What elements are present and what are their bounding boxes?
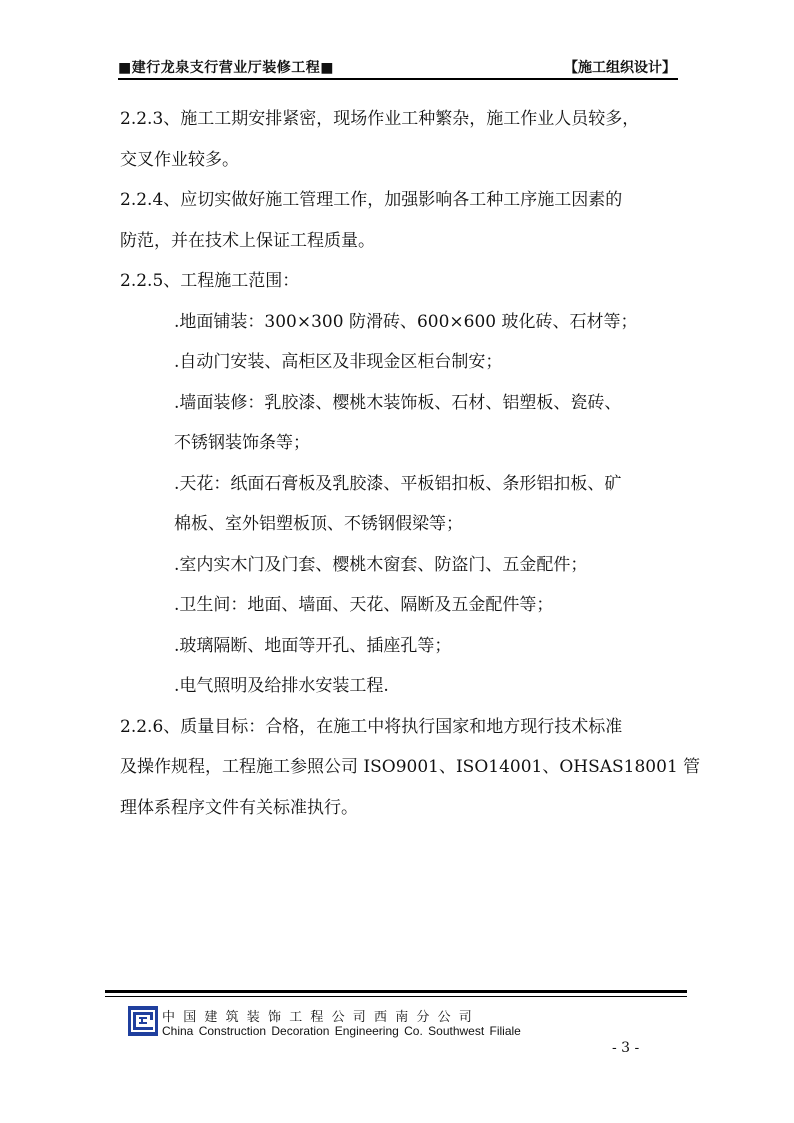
- paragraph-2-2-6-line-3: 理体系程序文件有关标准执行。: [120, 797, 358, 818]
- footer-company-english: China Construction Decoration Engineering Co. Southwest Filiale: [162, 1024, 521, 1038]
- page-header: [118, 52, 678, 80]
- header-project-title: ■建行龙泉支行营业厅装修工程■: [118, 60, 334, 76]
- header-divider: [118, 78, 678, 80]
- paragraph-2-2-4-line-1: 2.2.4、应切实做好施工管理工作，加强影响各工种工序施工因素的: [120, 190, 623, 210]
- paragraph-2-2-4-line-2: 防范，并在技术上保证工程质量。: [120, 230, 375, 251]
- paragraph-2-2-3-line-2: 交叉作业较多。: [120, 149, 239, 170]
- scope-item-wood-doors: .室内实木门及门套、樱桃木窗套、防盗门、五金配件；: [174, 554, 588, 575]
- paragraph-2-2-5-heading: 2.2.5、工程施工范围：: [120, 271, 300, 291]
- footer-divider-thin: [105, 996, 687, 997]
- scope-item-doors-counters: .自动门安装、高柜区及非现金区柜台制安；: [174, 352, 503, 372]
- footer-divider-thick: [105, 990, 687, 993]
- paragraph-2-2-6-line-1: 2.2.6、质量目标：合格，在施工中将执行国家和地方现行技术标准: [120, 716, 623, 737]
- scope-item-walls-line-1: .墙面装修：乳胶漆、樱桃木装饰板、石材、铝塑板、瓷砖、: [174, 392, 622, 413]
- scope-item-ceiling-line-2: 棉板、室外铝塑板顶、不锈钢假梁等；: [174, 514, 463, 534]
- scope-item-ceiling-line-1: .天花：纸面石膏板及乳胶漆、平板铝扣板、条形铝扣板、矿: [174, 473, 622, 494]
- ccdc-logo-icon: [128, 1006, 158, 1036]
- scope-item-glass-partition: .玻璃隔断、地面等开孔、插座孔等；: [174, 635, 452, 656]
- header-doc-type: 【施工组织设计】: [564, 60, 676, 76]
- paragraph-2-2-3-line-1: 2.2.3、施工工期安排紧密，现场作业工种繁杂，施工作业人员较多，: [120, 109, 640, 129]
- document-body: [120, 99, 701, 828]
- scope-item-electrical-plumbing: .电气照明及给排水安装工程.: [174, 676, 389, 696]
- page-number: - 3 -: [612, 1040, 640, 1056]
- scope-item-walls-line-2: 不锈钢装饰条等；: [174, 433, 310, 453]
- scope-item-restroom: .卫生间：地面、墙面、天花、隔断及五金配件等；: [174, 595, 554, 615]
- scope-item-floor: .地面铺装：300×300 防滑砖、600×600 玻化砖、石材等；: [174, 311, 638, 332]
- footer-company-chinese: 中国建筑装饰工程公司西南分公司: [162, 1010, 481, 1025]
- paragraph-2-2-6-line-2: 及操作规程，工程施工参照公司 ISO9001、ISO14001、OHSAS18001 管: [120, 757, 701, 777]
